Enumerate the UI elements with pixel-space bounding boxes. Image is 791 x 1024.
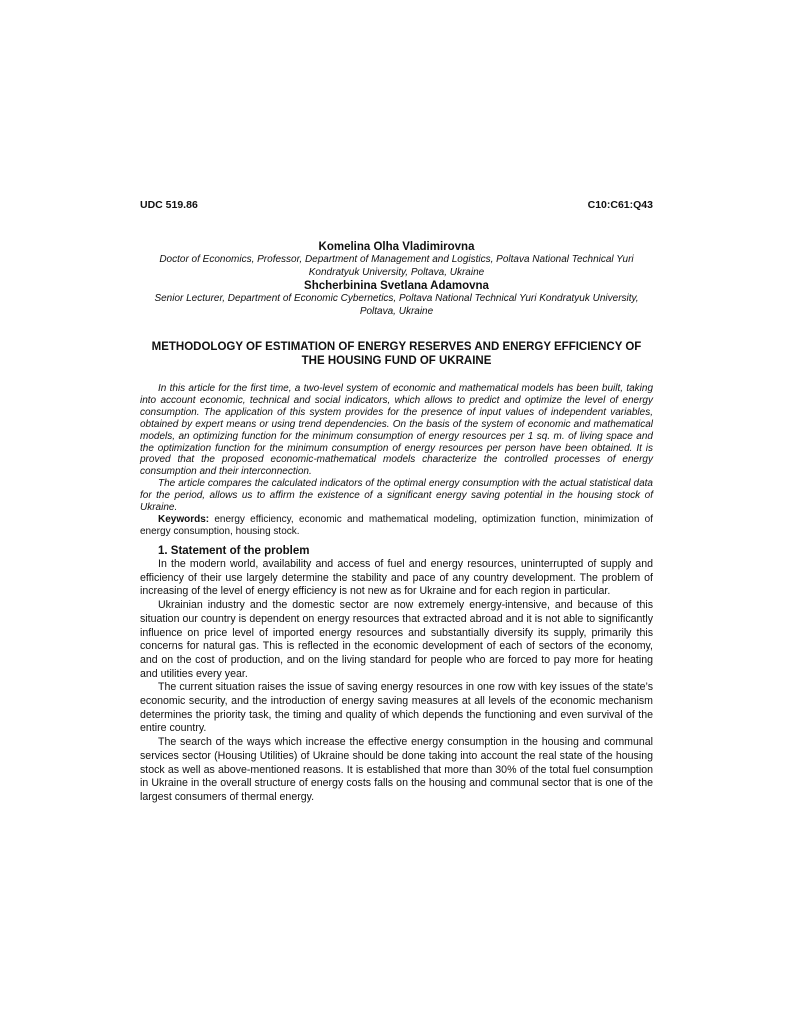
author-name: Komelina Olha Vladimirovna <box>318 241 475 253</box>
author-affiliation: Senior Lecturer, Department of Economic Cybernetics, Poltava National Technical Yuri Kondratyuk University, Poltava, Ukraine <box>154 293 639 317</box>
jel-code: C10:C61:Q43 <box>587 199 653 211</box>
abstract <box>140 383 653 538</box>
abstract-paragraph: The article compares the calculated indicators of the optimal energy consumption with the actual statistical data for the period, allows us to affirm the existence of a significant energy saving potential in the housing stock of Ukraine. <box>140 478 653 514</box>
author-name: Shcherbinina Svetlana Adamovna <box>304 280 489 292</box>
authors-block <box>140 240 653 318</box>
body-paragraph: The current situation raises the issue of saving energy resources in one row with key issues of the state’s economic security, and the introduction of energy saving measures at all levels of the economic mechanism determines the priority task, the timing and quality of which depends the functioning and even survival of the entire country. <box>140 681 653 735</box>
section-heading: 1. Statement of the problem <box>158 545 310 557</box>
article-title: METHODOLOGY OF ESTIMATION OF ENERGY RESERVES AND ENERGY EFFICIENCY OF THE HOUSING FUND OF UKRAINE <box>151 341 642 367</box>
body-paragraph: Ukrainian industry and the domestic sector are now extremely energy-intensive, and because of this situation our country is dependent on energy resources that extracted abroad and it is not able to significantly influence on price level of imported energy resources and substantially diversify its supply, primarily this concerns for natural gas. This is reflected in the economic development of each of sectors of the economy, and on the cost of production, and on the living standard for people who are forced to pay more for heating and utilities every year. <box>140 599 653 680</box>
section-statement-of-problem <box>140 544 653 805</box>
body-paragraph: In the modern world, availability and access of fuel and energy resources, uninterrupted of supply and efficiency of their use largely determine the stability and pace of any country development. The problem of increasing of the level of energy efficiency is not new as for Ukraine and for each region in particular. <box>140 558 653 598</box>
keywords <box>140 514 653 538</box>
udc-code: UDC 519.86 <box>140 199 198 211</box>
abstract-paragraph: In this article for the first time, a two-level system of economic and mathematical models has been built, taking into account economic, technical and social indicators, which allows to predict and optimize the level of energy consumption. The application of this system provides for the presence of input values of independent variables, obtained by expert means or using trend dependencies. On the basis of the system of economic and mathematical models, an optimizing function for the minimum consumption of energy resources per 1 sq. m. of living space and the optimization function for the minimum consumption of energy resources per person have been obtained. It is proved that the proposed economic-mathematical models characterize the controlled processes of energy consumption and their interconnection. <box>140 383 653 478</box>
author-affiliation: Doctor of Economics, Professor, Department of Management and Logistics, Poltava National Technical Yuri Kondratyuk University, Poltava, Ukraine <box>159 254 634 278</box>
classification-row <box>140 199 653 211</box>
keywords-text: energy efficiency, economic and mathematical modeling, optimization function, minimization of energy consumption, housing stock. <box>140 513 653 537</box>
keywords-label: Keywords: <box>158 513 210 525</box>
body-paragraph: The search of the ways which increase the effective energy consumption in the housing and communal services sector (Housing Utilities) of Ukraine should be done taking into account the real state of the housing stock as well as above-mentioned reasons. It is established that more than 30% of the total fuel consumption in Ukraine in the overall structure of energy costs falls on the housing and communal sector that is one of the largest consumers of thermal energy. <box>140 736 653 803</box>
